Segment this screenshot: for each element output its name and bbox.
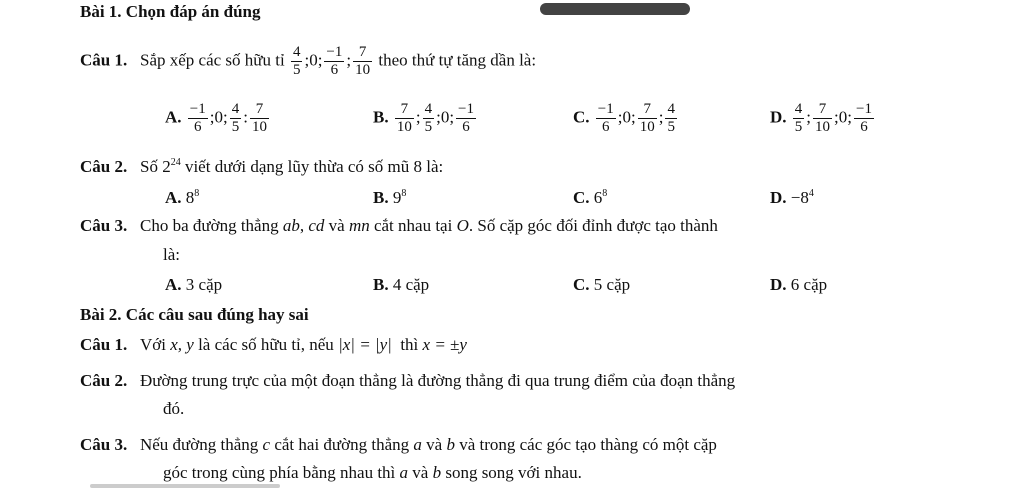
question-text: Sắp xếp các số hữu tỉ [139, 50, 285, 70]
bai2-question-2: Câu 2. Đường trung trực của một đoạn thẳng là đường thẳng đi qua trung điểm của đoạn thẳng [80, 371, 736, 390]
option-c[interactable]: C. $\frac{-1}{6}$ ;0; $\frac{7}{10}$ ; $\frac{4}{5}$ [573, 101, 675, 135]
bai2-question-3: Câu 3. Nếu đường thẳng c cắt hai đường thẳng a và b và trong các góc tạo thàng có một cặp [80, 435, 717, 454]
option-b[interactable]: B. 4 cặp [373, 275, 430, 294]
bai1-question-2: Câu 2. Số $2^{24}$ viết dưới dạng lũy thừa có số mũ 8 là: [80, 157, 444, 176]
ink-smudge [540, 3, 690, 15]
fraction: $\frac{-1}{6}$ [326, 44, 343, 78]
question-text: theo thứ tự tăng dần là: [378, 50, 537, 70]
bai2-question-2-cont: đó. [163, 399, 185, 418]
bai2-question-1: Câu 1. Với x, y là các số hữu tỉ, nếu |x| = |y| thì x = ±y [80, 335, 467, 354]
bai1-question-3-cont: là: [163, 245, 180, 264]
bai1-question-1: Câu 1. Sắp xếp các số hữu tỉ $\frac{4}{5}$ ;0; $\frac{-1}{6}$ ; $\frac{7}{10}$ theo thứ tự tăng dần là: [80, 44, 537, 78]
option-a[interactable]: A. $\frac{-1}{6}$ ;0; $\frac{4}{5}$ : $\frac{7}{10}$ [165, 101, 267, 135]
bai2-question-3-cont: góc trong cùng phía bằng nhau thì a và b song song với nhau. [163, 463, 582, 482]
bai1-question-3: Câu 3. Cho ba đường thẳng ab, cd và mn cắt nhau tại O. Số cặp góc đối đỉnh được tạo thành [80, 216, 718, 235]
option-c[interactable]: C. $6^8$ [573, 188, 608, 207]
option-d[interactable]: D. $-8^4$ [770, 188, 814, 207]
option-b[interactable]: B. $9^8$ [373, 188, 407, 207]
option-d[interactable]: D. 6 cặp [770, 275, 828, 294]
option-d[interactable]: D. $\frac{4}{5}$ ; $\frac{7}{10}$ ;0; $\frac{-1}{6}$ [770, 101, 872, 135]
section-title-bai2: Bài 2. Các câu sau đúng hay sai [80, 305, 309, 324]
fraction: $\frac{7}{10}$ [355, 44, 371, 78]
option-a[interactable]: A. 3 cặp [165, 275, 223, 294]
section-title-bai1: Bài 1. Chọn đáp án đúng [80, 2, 261, 21]
question-label: Câu 1. [80, 50, 128, 70]
option-b[interactable]: B. $\frac{7}{10}$ ; $\frac{4}{5}$ ;0; $\frac{-1}{6}$ [373, 101, 475, 135]
fraction: $\frac{4}{5}$ [292, 44, 301, 78]
option-a[interactable]: A. $8^8$ [165, 188, 200, 207]
scan-artifact [90, 484, 280, 488]
option-c[interactable]: C. 5 cặp [573, 275, 631, 294]
